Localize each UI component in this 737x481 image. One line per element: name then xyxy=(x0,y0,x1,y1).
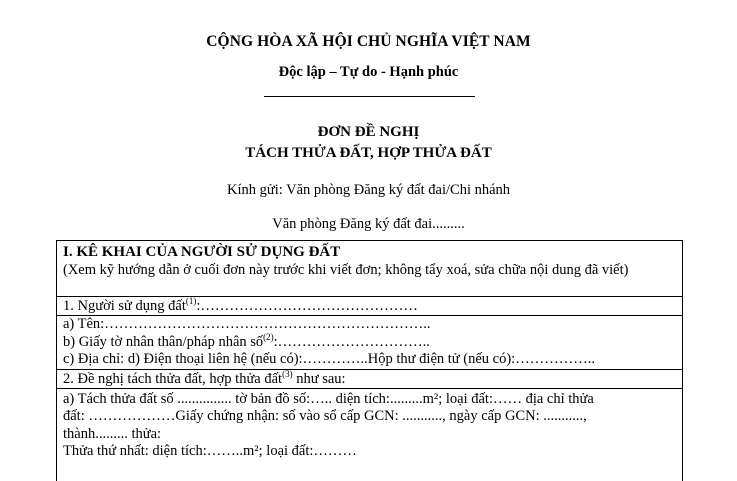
id-document-label: b) Giấy tờ nhân thân/pháp nhân số xyxy=(63,333,264,350)
header-divider xyxy=(264,96,475,97)
footnote-1: (1) xyxy=(185,297,197,307)
section1-note: (Xem kỹ hướng dẫn ở cuối đơn này trước khi viết đơn; không tẩy xoá, sửa chữa nội dung đã viết) xyxy=(63,262,629,278)
id-document-field[interactable]: :………………………….. xyxy=(273,333,430,350)
section1-heading: I. KÊ KHAI CỦA NGƯỜI SỬ DỤNG ĐẤT xyxy=(63,244,341,260)
declaration-form-table xyxy=(56,240,683,481)
first-parcel-line[interactable]: Thửa thứ nhất: diện tích:……..m²; loại đất:……… xyxy=(63,443,357,459)
split-details-cell xyxy=(57,389,682,461)
contact-field[interactable]: c) Địa chỉ: d) Điện thoại liên hệ (nếu có):…………..Hộp thư điện tử (nếu có):…………….. xyxy=(63,351,595,367)
footnote-3: (3) xyxy=(282,369,293,379)
document-title-line2: TÁCH THỬA ĐẤT, HỢP THỬA ĐẤT xyxy=(245,145,492,161)
request-tail: như sau: xyxy=(292,370,346,387)
land-user-label: 1. Người sử dụng đất xyxy=(63,298,186,314)
motto-heading: Độc lập – Tự do - Hạnh phúc xyxy=(278,64,459,80)
split-parcel-line1[interactable]: a) Tách thửa đất số ............... tờ bản đồ số:….. diện tích:.........m²; loại đất:…… địa chỉ thửa xyxy=(63,390,594,407)
recipient-line2: Văn phòng Đăng ký đất đai......... xyxy=(272,216,465,232)
nation-heading: CỘNG HÒA XÃ HỘI CHỦ NGHĨA VIỆT NAM xyxy=(206,33,531,50)
id-document-row[interactable] xyxy=(57,331,682,352)
request-row xyxy=(57,370,682,389)
land-user-row xyxy=(57,297,682,316)
section1-header-cell xyxy=(57,241,682,297)
request-label: 2. Đề nghị tách thửa đất, hợp thửa đất xyxy=(63,370,283,387)
split-parcel-line3[interactable]: thành......... thửa: xyxy=(63,425,162,442)
land-user-field[interactable]: :……………………………………… xyxy=(196,298,418,314)
user-details-cell xyxy=(57,316,682,370)
recipient-line1: Kính gửi: Văn phòng Đăng ký đất đai/Chi nhánh xyxy=(226,182,511,198)
footnote-2: (2) xyxy=(263,331,274,342)
name-field[interactable]: a) Tên:………………………………………………………….. xyxy=(63,316,431,332)
split-parcel-line2[interactable]: đất: ………………Giấy chứng nhận: số vào sổ cấp GCN: ..........., ngày cấp GCN: ..........., xyxy=(63,408,587,424)
document-title-line1: ĐƠN ĐỀ NGHỊ xyxy=(317,124,420,140)
